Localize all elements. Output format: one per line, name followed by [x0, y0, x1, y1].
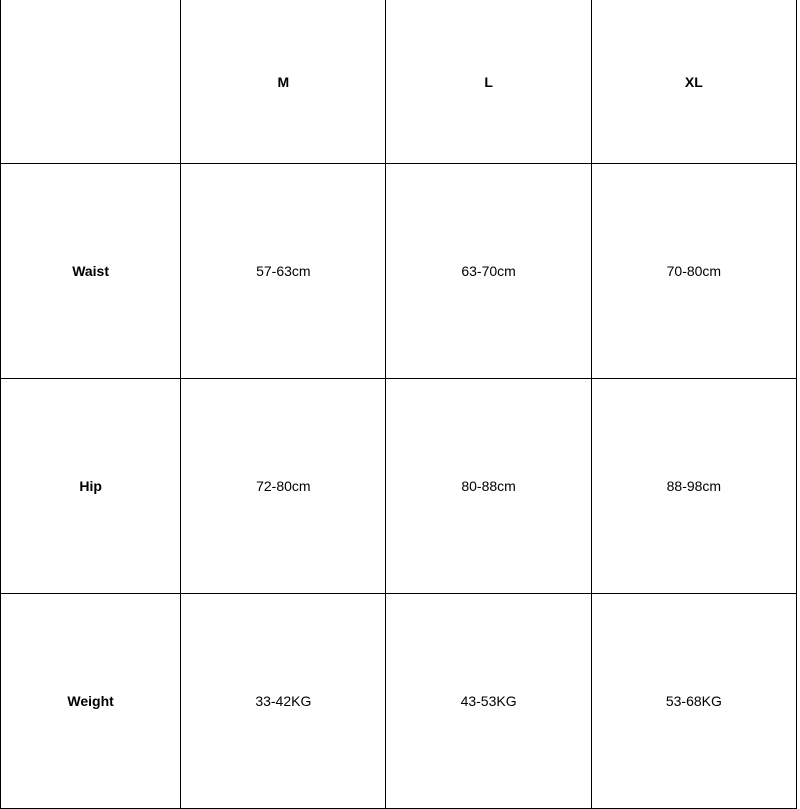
row-label-waist: Waist: [1, 164, 181, 379]
weight-l-value: 43-53KG: [386, 594, 591, 809]
row-label-hip: Hip: [1, 379, 181, 594]
table-row-hip: [1, 379, 797, 594]
row-label-weight: Weight: [1, 594, 181, 809]
waist-l-value: 63-70cm: [386, 164, 591, 379]
size-header-l: L: [386, 0, 591, 164]
table-row-weight: [1, 594, 797, 809]
corner-cell: [1, 0, 181, 164]
hip-l-value: 80-88cm: [386, 379, 591, 594]
waist-m-value: 57-63cm: [181, 164, 386, 379]
header-row: [1, 0, 797, 164]
table-row-waist: [1, 164, 797, 379]
weight-xl-value: 53-68KG: [591, 594, 796, 809]
hip-m-value: 72-80cm: [181, 379, 386, 594]
weight-m-value: 33-42KG: [181, 594, 386, 809]
size-header-xl: XL: [591, 0, 796, 164]
size-header-m: M: [181, 0, 386, 164]
hip-xl-value: 88-98cm: [591, 379, 796, 594]
waist-xl-value: 70-80cm: [591, 164, 796, 379]
